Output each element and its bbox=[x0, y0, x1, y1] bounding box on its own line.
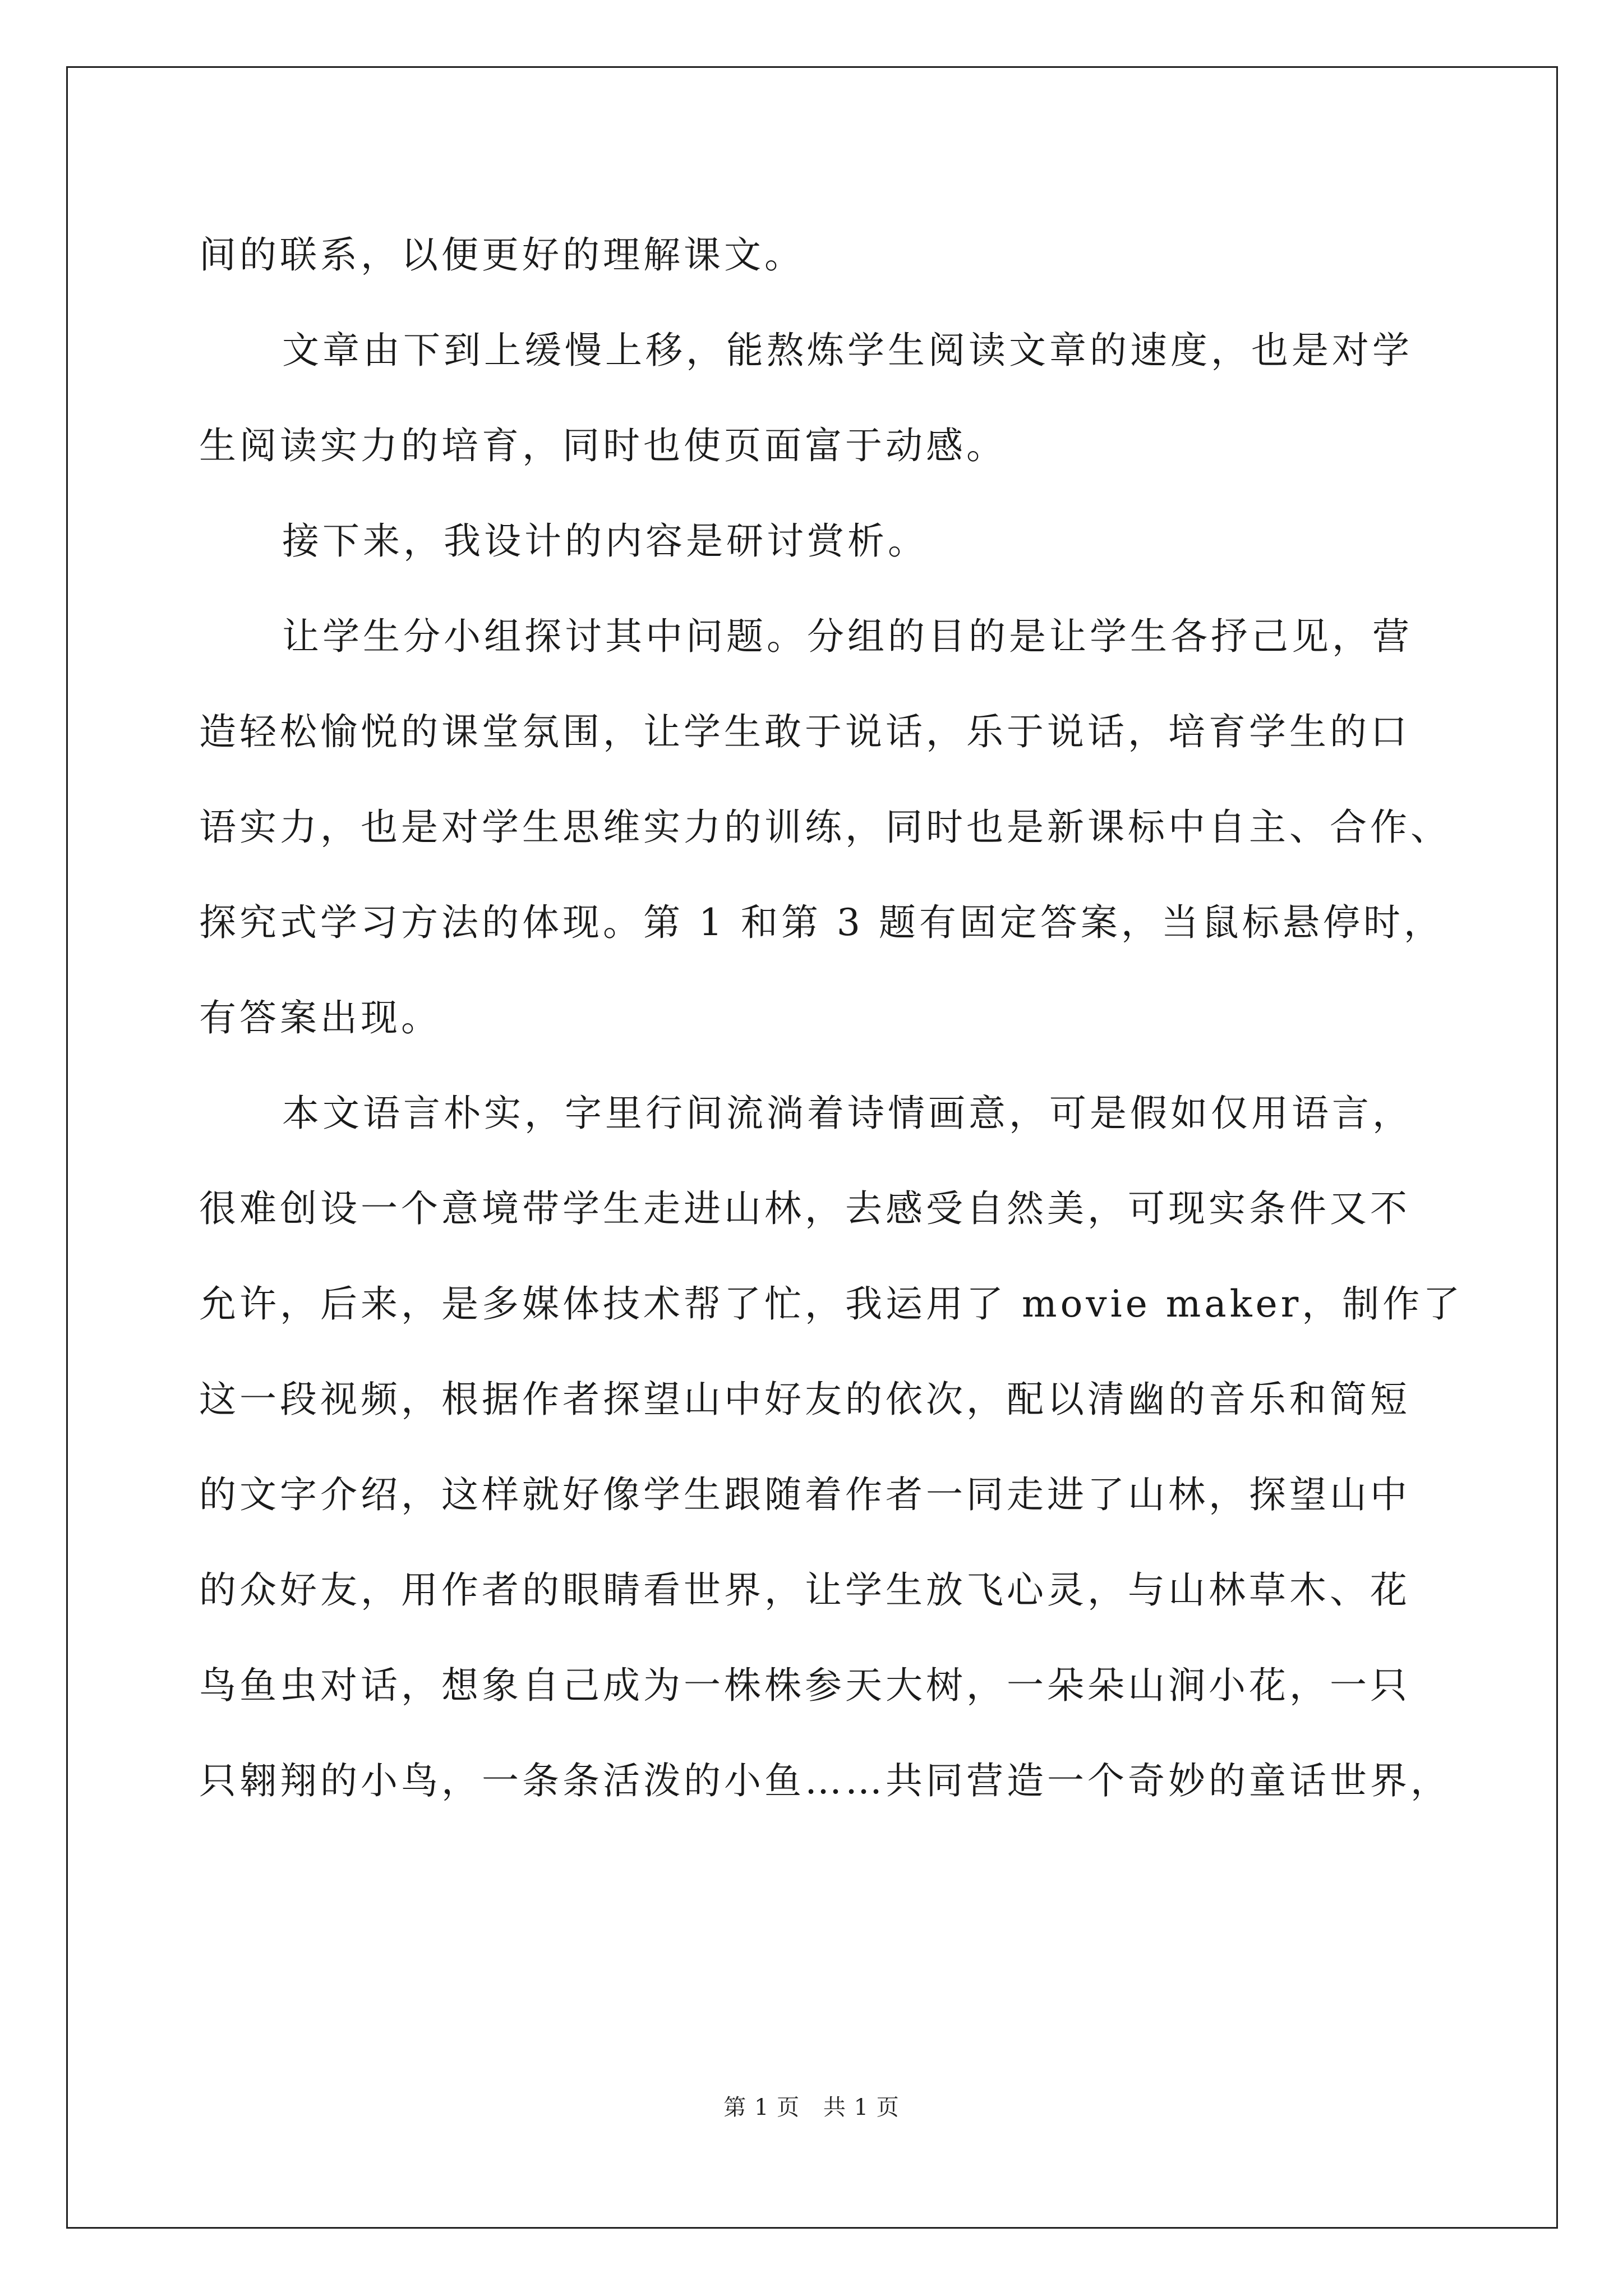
text-line: 生阅读实力的培育，同时也使页面富于动感。 bbox=[199, 424, 1007, 467]
text-line: 只翱翔的小鸟，一条条活泼的小鱼……共同营造一个奇妙的童话世界， bbox=[199, 1759, 1451, 1802]
text-line: 这一段视频，根据作者探望山中好友的依次，配以清幽的音乐和简短 bbox=[199, 1378, 1410, 1421]
text-line: 允许，后来，是多媒体技术帮了忙，我运用了 movie maker，制作了 bbox=[199, 1282, 1464, 1326]
text-line: 的众好友，用作者的眼睛看世界，让学生放飞心灵，与山林草木、花 bbox=[199, 1568, 1410, 1612]
page-number-total: 共 1 页 bbox=[823, 2095, 900, 2120]
text-line: 语实力，也是对学生思维实力的训练，同时也是新课标中自主、合作、 bbox=[199, 806, 1451, 849]
document-body bbox=[199, 208, 1464, 1829]
text-line: 鸟鱼虫对话，想象自己成为一株株参天大树，一朵朵山涧小花，一只 bbox=[199, 1664, 1410, 1707]
text-line: 造轻松愉悦的课堂氛围，让学生敢于说话，乐于说话，培育学生的口 bbox=[199, 710, 1410, 753]
text-line: 接下来，我设计的内容是研讨赏析。 bbox=[282, 519, 928, 563]
text-line: 的文字介绍，这样就好像学生跟随着作者一同走进了山林，探望山中 bbox=[199, 1473, 1410, 1516]
text-line: 让学生分小组探讨其中问题。分组的目的是让学生各抒己见，营 bbox=[282, 615, 1413, 658]
text-line: 很难创设一个意境带学生走进山林，去感受自然美，可现实条件又不 bbox=[199, 1187, 1410, 1230]
text-line: 本文语言朴实，字里行间流淌着诗情画意，可是假如仅用语言， bbox=[282, 1092, 1413, 1135]
text-line: 间的联系，以便更好的理解课文。 bbox=[199, 233, 805, 277]
text-line: 探究式学习方法的体现。第 1 和第 3 题有固定答案，当鼠标悬停时， bbox=[199, 901, 1444, 944]
text-line: 有答案出现。 bbox=[199, 996, 441, 1039]
text-line: 文章由下到上缓慢上移，能熬炼学生阅读文章的速度，也是对学 bbox=[282, 329, 1413, 372]
page-footer bbox=[0, 2090, 1623, 2122]
page-number-current: 第 1 页 bbox=[723, 2095, 800, 2120]
